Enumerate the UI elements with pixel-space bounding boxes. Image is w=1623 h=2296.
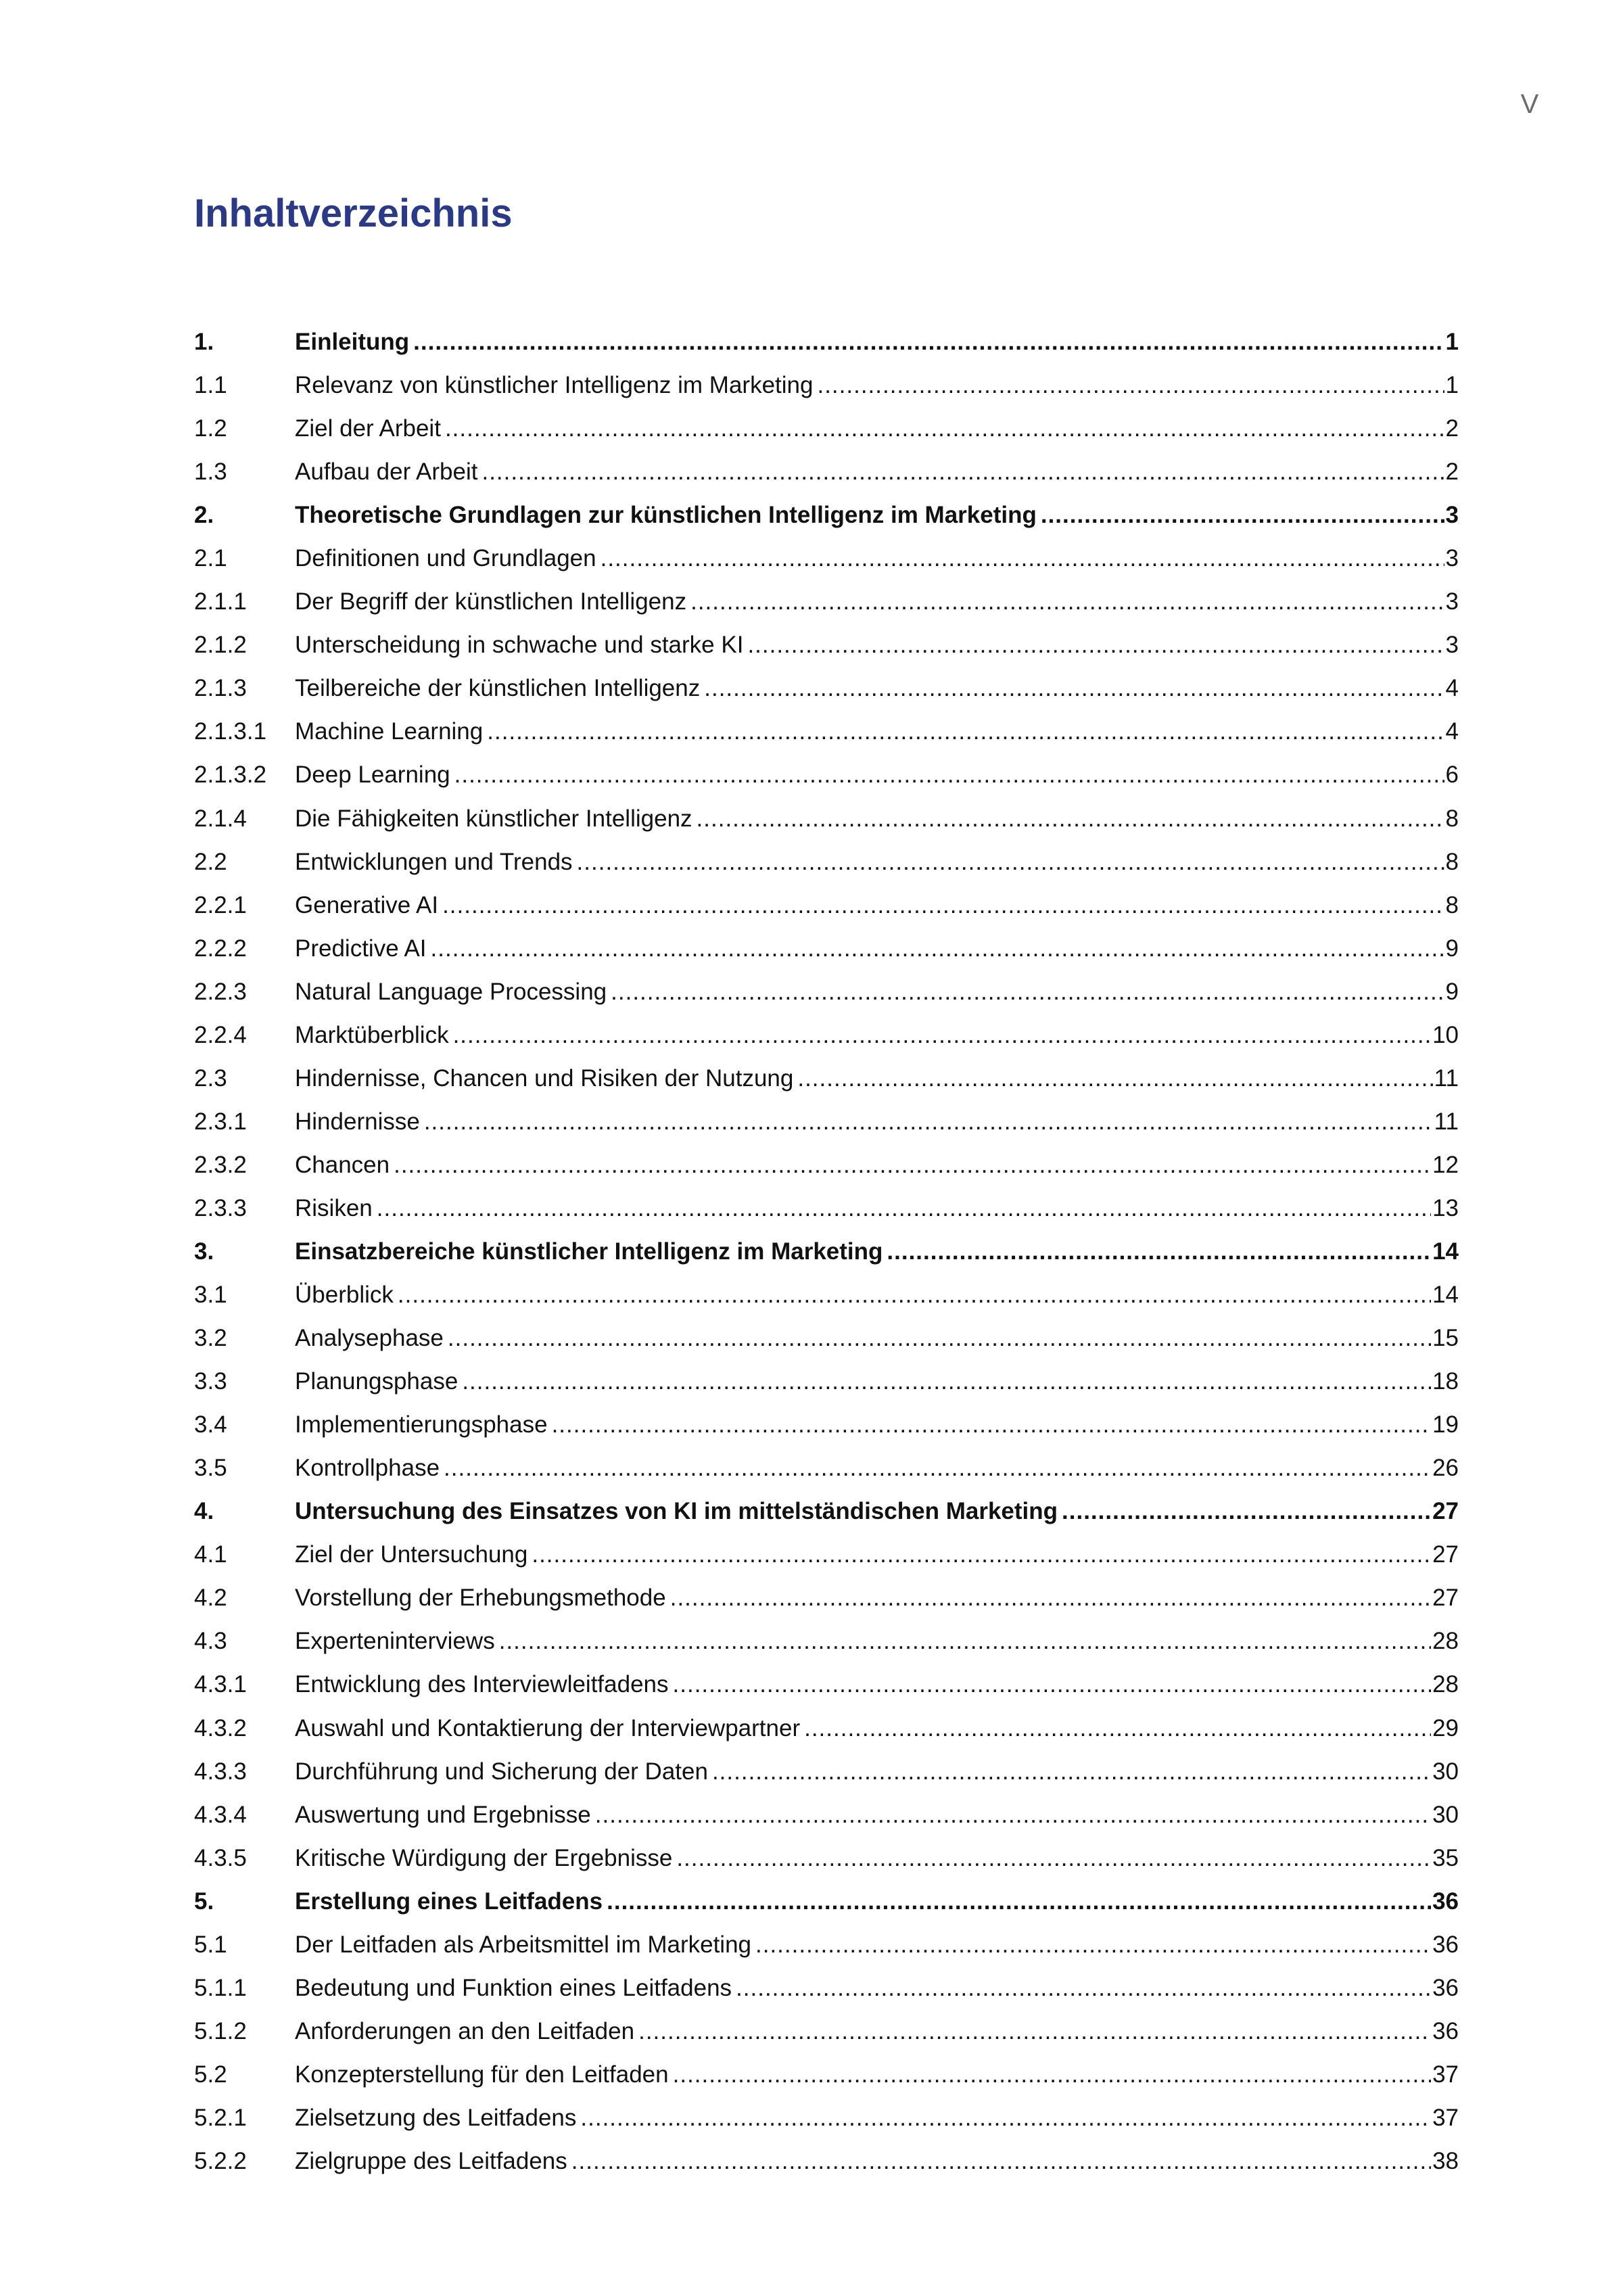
toc-dot-leader — [577, 841, 1444, 884]
toc-entry[interactable] — [194, 1144, 1459, 1187]
toc-dot-leader — [712, 1750, 1431, 1794]
toc-dot-leader — [454, 753, 1444, 797]
page-number: V — [1520, 89, 1539, 119]
toc-entry-title: Zielgruppe des Leitfadens — [295, 2147, 567, 2174]
toc-entry-page: 37 — [1432, 2061, 1459, 2088]
toc-dot-leader — [887, 1230, 1431, 1273]
toc-entry[interactable] — [194, 1794, 1459, 1837]
toc-entry-number: 4. — [194, 1498, 214, 1525]
toc-entry-number: 2.3.2 — [194, 1151, 247, 1178]
toc-dot-leader — [481, 450, 1444, 494]
toc-dot-leader — [611, 970, 1444, 1014]
toc-entry-number: 4.3.4 — [194, 1801, 247, 1828]
toc-entry-number: 3. — [194, 1238, 214, 1265]
toc-entry-number: 2.3.3 — [194, 1194, 247, 1221]
toc-entry-number: 4.3.3 — [194, 1758, 247, 1785]
toc-entry-number: 5.1 — [194, 1931, 227, 1958]
toc-entry-page: 10 — [1432, 1021, 1459, 1048]
toc-dot-leader — [755, 1923, 1431, 1967]
toc-entry-title: Die Fähigkeiten künstlicher Intelligenz — [295, 805, 692, 832]
toc-dot-leader — [747, 624, 1444, 667]
toc-dot-leader — [797, 1057, 1432, 1100]
toc-entry[interactable] — [194, 1447, 1459, 1490]
toc-entry-title: Risiken — [295, 1194, 373, 1221]
toc-entry[interactable] — [194, 970, 1459, 1014]
toc-entry[interactable] — [194, 1273, 1459, 1317]
toc-entry-number: 4.3 — [194, 1628, 227, 1655]
toc-entry-title: Machine Learning — [295, 718, 484, 745]
toc-entry[interactable] — [194, 1014, 1459, 1057]
toc-entry-number: 3.1 — [194, 1282, 227, 1309]
toc-entry-number: 2.1.4 — [194, 805, 247, 832]
toc-entry[interactable] — [194, 1663, 1459, 1706]
toc-entry-number: 1.3 — [194, 459, 227, 486]
toc-entry-page: 2 — [1445, 415, 1459, 442]
toc-entry-title: Überblick — [295, 1282, 394, 1309]
toc-entry-page: 3 — [1445, 545, 1459, 572]
toc-entry-page: 8 — [1445, 848, 1459, 875]
toc-dot-leader — [817, 364, 1444, 407]
toc-entry-number: 2.1.3.2 — [194, 762, 267, 789]
toc-entry-page: 36 — [1432, 1974, 1459, 2001]
toc-entry[interactable] — [194, 1057, 1459, 1100]
toc-entry[interactable] — [194, 1187, 1459, 1230]
toc-entry-title: Einleitung — [295, 329, 410, 355]
toc-entry-title: Der Begriff der künstlichen Intelligenz — [295, 588, 687, 615]
toc-entry-page: 28 — [1432, 1671, 1459, 1698]
toc-entry-title: Unterscheidung in schwache und starke KI — [295, 632, 744, 659]
toc-entry-page: 6 — [1445, 762, 1459, 789]
toc-entry-number: 2.3.1 — [194, 1108, 247, 1135]
toc-entry[interactable] — [194, 2053, 1459, 2096]
toc-dot-leader — [607, 1880, 1431, 1923]
toc-entry[interactable] — [194, 580, 1459, 624]
toc-dot-leader — [445, 407, 1444, 450]
toc-entry-page: 30 — [1432, 1758, 1459, 1785]
toc-entry[interactable] — [194, 1230, 1459, 1273]
toc-entry[interactable] — [194, 841, 1459, 884]
toc-dot-leader — [377, 1187, 1431, 1230]
toc-dot-leader — [804, 1707, 1431, 1750]
toc-entry-page: 26 — [1432, 1455, 1459, 1482]
toc-dot-leader — [736, 1967, 1431, 2010]
toc-entry[interactable] — [194, 1620, 1459, 1663]
toc-entry-title: Planungsphase — [295, 1368, 458, 1395]
toc-dot-leader — [580, 2096, 1431, 2140]
toc-entry[interactable] — [194, 407, 1459, 450]
toc-entry-number: 2.2 — [194, 848, 227, 875]
toc-entry-number: 3.5 — [194, 1455, 227, 1482]
toc-entry-title: Kontrollphase — [295, 1455, 440, 1482]
toc-entry-page: 1 — [1445, 372, 1459, 399]
toc-dot-leader — [487, 710, 1444, 753]
toc-entry[interactable] — [194, 321, 1459, 364]
toc-entry[interactable] — [194, 364, 1459, 407]
toc-entry-title: Implementierungsphase — [295, 1411, 548, 1438]
toc-dot-leader — [462, 1360, 1431, 1403]
toc-entry-number: 4.1 — [194, 1541, 227, 1568]
toc-entry[interactable] — [194, 710, 1459, 753]
toc-dot-leader — [673, 2053, 1431, 2096]
toc-entry-page: 37 — [1432, 2104, 1459, 2131]
toc-entry-title: Vorstellung der Erhebungsmethode — [295, 1585, 666, 1612]
toc-entry-number: 3.4 — [194, 1411, 227, 1438]
toc-entry-page: 8 — [1445, 805, 1459, 832]
toc-entry-number: 1.1 — [194, 372, 227, 399]
toc-entry-title: Ziel der Untersuchung — [295, 1541, 528, 1568]
toc-entry-title: Auswahl und Kontaktierung der Interviewpartner — [295, 1714, 801, 1741]
toc-entry-title: Entwicklung des Interviewleitfadens — [295, 1671, 669, 1698]
toc-entry[interactable] — [194, 624, 1459, 667]
toc-entry-number: 2.1.3 — [194, 675, 247, 702]
toc-entry-page: 4 — [1445, 718, 1459, 745]
toc-entry-page: 1 — [1445, 329, 1459, 355]
toc-entry-title: Hindernisse, Chancen und Risiken der Nutzung — [295, 1064, 794, 1092]
toc-entry[interactable] — [194, 494, 1459, 537]
toc-dot-leader — [431, 927, 1444, 970]
toc-entry-page: 8 — [1445, 891, 1459, 918]
toc-entry-page: 27 — [1432, 1498, 1459, 1525]
toc-entry-page: 3 — [1445, 632, 1459, 659]
toc-entry[interactable] — [194, 1750, 1459, 1794]
toc-entry-title: Der Leitfaden als Arbeitsmittel im Marketing — [295, 1931, 751, 1958]
toc-dot-leader — [670, 1576, 1431, 1620]
toc-entry-title: Erstellung eines Leitfadens — [295, 1888, 603, 1915]
toc-dot-leader — [1041, 494, 1444, 537]
toc-entry[interactable] — [194, 1360, 1459, 1403]
toc-entry-page: 36 — [1432, 1888, 1459, 1915]
toc-entry-page: 3 — [1445, 588, 1459, 615]
toc-entry[interactable] — [194, 450, 1459, 494]
toc-entry-title: Konzepterstellung für den Leitfaden — [295, 2061, 669, 2088]
toc-entry-page: 36 — [1432, 2017, 1459, 2044]
toc-entry-page: 9 — [1445, 935, 1459, 962]
toc-entry-page: 28 — [1432, 1628, 1459, 1655]
toc-dot-leader — [532, 1533, 1431, 1576]
toc-entry-number: 5.2.1 — [194, 2104, 247, 2131]
toc-entry[interactable] — [194, 1576, 1459, 1620]
toc-entry[interactable] — [194, 884, 1459, 927]
toc-entry-title: Predictive AI — [295, 935, 427, 962]
toc-entry-page: 11 — [1434, 1108, 1459, 1135]
toc-dot-leader — [398, 1273, 1431, 1317]
toc-entry-page: 19 — [1432, 1411, 1459, 1438]
toc-entry-title: Auswertung und Ergebnisse — [295, 1801, 591, 1828]
page-title: Inhaltverzeichnis — [194, 191, 513, 235]
toc-dot-leader — [424, 1100, 1433, 1144]
toc-entry-number: 3.2 — [194, 1325, 227, 1352]
toc-entry-title: Analysephase — [295, 1325, 444, 1352]
toc-entry[interactable] — [194, 1967, 1459, 2010]
toc-entry-number: 4.3.5 — [194, 1844, 247, 1871]
toc-entry-title: Zielsetzung des Leitfadens — [295, 2104, 577, 2131]
toc-dot-leader — [442, 884, 1444, 927]
toc-entry-title: Deep Learning — [295, 762, 450, 789]
toc-entry-title: Theoretische Grundlagen zur künstlichen Intelligenz im Marketing — [295, 502, 1037, 529]
toc-entry[interactable] — [194, 927, 1459, 970]
toc-entry-number: 2.1.3.1 — [194, 718, 267, 745]
toc-entry-title: Generative AI — [295, 891, 439, 918]
toc-dot-leader — [676, 1837, 1431, 1880]
toc-dot-leader — [453, 1014, 1431, 1057]
toc-entry-number: 4.3.2 — [194, 1714, 247, 1741]
toc-entry-title: Ziel der Arbeit — [295, 415, 441, 442]
toc-entry-title: Chancen — [295, 1151, 390, 1178]
toc-entry-number: 2.3 — [194, 1064, 227, 1092]
toc-entry[interactable] — [194, 667, 1459, 710]
toc-entry-title: Marktüberblick — [295, 1021, 449, 1048]
toc-entry-page: 15 — [1432, 1325, 1459, 1352]
toc-entry-page: 18 — [1432, 1368, 1459, 1395]
toc-entry-page: 36 — [1432, 1931, 1459, 1958]
toc-entry-number: 4.3.1 — [194, 1671, 247, 1698]
toc-dot-leader — [413, 321, 1444, 364]
toc-entry-title: Untersuchung des Einsatzes von KI im mittelständischen Marketing — [295, 1498, 1058, 1525]
toc-entry-number: 2. — [194, 502, 214, 529]
toc-entry-number: 1.2 — [194, 415, 227, 442]
toc-entry[interactable] — [194, 1707, 1459, 1750]
toc-entry-number: 2.2.2 — [194, 935, 247, 962]
toc-entry-title: Hindernisse — [295, 1108, 420, 1135]
toc-entry-page: 35 — [1432, 1844, 1459, 1871]
toc-dot-leader — [690, 580, 1444, 624]
toc-entry-title: Aufbau der Arbeit — [295, 459, 478, 486]
toc-entry[interactable] — [194, 797, 1459, 841]
toc-dot-leader — [673, 1663, 1432, 1706]
toc-entry-title: Kritische Würdigung der Ergebnisse — [295, 1844, 673, 1871]
toc-dot-leader — [601, 537, 1444, 580]
toc-dot-leader — [394, 1144, 1431, 1187]
toc-entry-number: 2.1.1 — [194, 588, 247, 615]
toc-dot-leader — [595, 1794, 1431, 1837]
toc-entry-page: 27 — [1432, 1541, 1459, 1568]
toc-entry-page: 3 — [1445, 502, 1459, 529]
toc-entry[interactable] — [194, 2096, 1459, 2140]
toc-entry-page: 14 — [1432, 1282, 1459, 1309]
toc-entry[interactable] — [194, 1403, 1459, 1447]
toc-entry-number: 4.2 — [194, 1585, 227, 1612]
toc-entry-number: 2.1.2 — [194, 632, 247, 659]
toc-dot-leader — [499, 1620, 1431, 1663]
toc-entry-page: 4 — [1445, 675, 1459, 702]
toc-entry-number: 3.3 — [194, 1368, 227, 1395]
toc-entry-page: 9 — [1445, 978, 1459, 1005]
toc-entry[interactable] — [194, 1923, 1459, 1967]
toc-entry[interactable] — [194, 2010, 1459, 2053]
toc-entry-title: Relevanz von künstlicher Intelligenz im Marketing — [295, 372, 814, 399]
toc-entry-page: 30 — [1432, 1801, 1459, 1828]
toc-dot-leader — [704, 667, 1444, 710]
toc-dot-leader — [638, 2010, 1431, 2053]
toc-dot-leader — [448, 1317, 1431, 1360]
toc-entry-title: Definitionen und Grundlagen — [295, 545, 596, 572]
toc-entry-page: 29 — [1432, 1714, 1459, 1741]
toc-entry-number: 5. — [194, 1888, 214, 1915]
toc-entry[interactable] — [194, 1533, 1459, 1576]
toc-entry-page: 27 — [1432, 1585, 1459, 1612]
toc-entry-title: Natural Language Processing — [295, 978, 607, 1005]
toc-entry-number: 5.2.2 — [194, 2147, 247, 2174]
toc-dot-leader — [697, 797, 1444, 841]
toc-entry-title: Teilbereiche der künstlichen Intelligenz — [295, 675, 701, 702]
toc-entry-number: 5.2 — [194, 2061, 227, 2088]
toc-entry-title: Einsatzbereiche künstlicher Intelligenz im Marketing — [295, 1238, 883, 1265]
toc-entry-number: 2.2.3 — [194, 978, 247, 1005]
toc-entry-title: Anforderungen an den Leitfaden — [295, 2017, 635, 2044]
toc-entry[interactable] — [194, 2140, 1459, 2183]
toc-entry-page: 38 — [1432, 2147, 1459, 2174]
toc-entry-page: 11 — [1434, 1064, 1459, 1092]
toc-entry-title: Bedeutung und Funktion eines Leitfadens — [295, 1974, 732, 2001]
toc-entry-title: Entwicklungen und Trends — [295, 848, 573, 875]
toc-entry-page: 13 — [1432, 1194, 1459, 1221]
toc-dot-leader — [1062, 1490, 1431, 1533]
toc-entry[interactable] — [194, 537, 1459, 580]
toc-dot-leader — [571, 2140, 1431, 2183]
toc-entry-number: 2.2.4 — [194, 1021, 247, 1048]
toc-entry[interactable] — [194, 1490, 1459, 1533]
toc-entry-title: Experteninterviews — [295, 1628, 495, 1655]
toc-entry[interactable] — [194, 753, 1459, 797]
toc-entry[interactable] — [194, 1880, 1459, 1923]
toc-dot-leader — [552, 1403, 1432, 1447]
toc-entry[interactable] — [194, 1100, 1459, 1144]
table-of-contents — [194, 321, 1459, 2183]
toc-entry-page: 12 — [1432, 1151, 1459, 1178]
toc-entry-page: 2 — [1445, 459, 1459, 486]
toc-entry-number: 5.1.1 — [194, 1974, 247, 2001]
toc-dot-leader — [444, 1447, 1431, 1490]
toc-entry[interactable] — [194, 1837, 1459, 1880]
toc-entry-number: 2.2.1 — [194, 891, 247, 918]
toc-entry-number: 5.1.2 — [194, 2017, 247, 2044]
toc-entry-page: 14 — [1432, 1238, 1459, 1265]
toc-entry-number: 1. — [194, 329, 214, 355]
toc-entry[interactable] — [194, 1317, 1459, 1360]
toc-entry-title: Durchführung und Sicherung der Daten — [295, 1758, 708, 1785]
toc-entry-number: 2.1 — [194, 545, 227, 572]
